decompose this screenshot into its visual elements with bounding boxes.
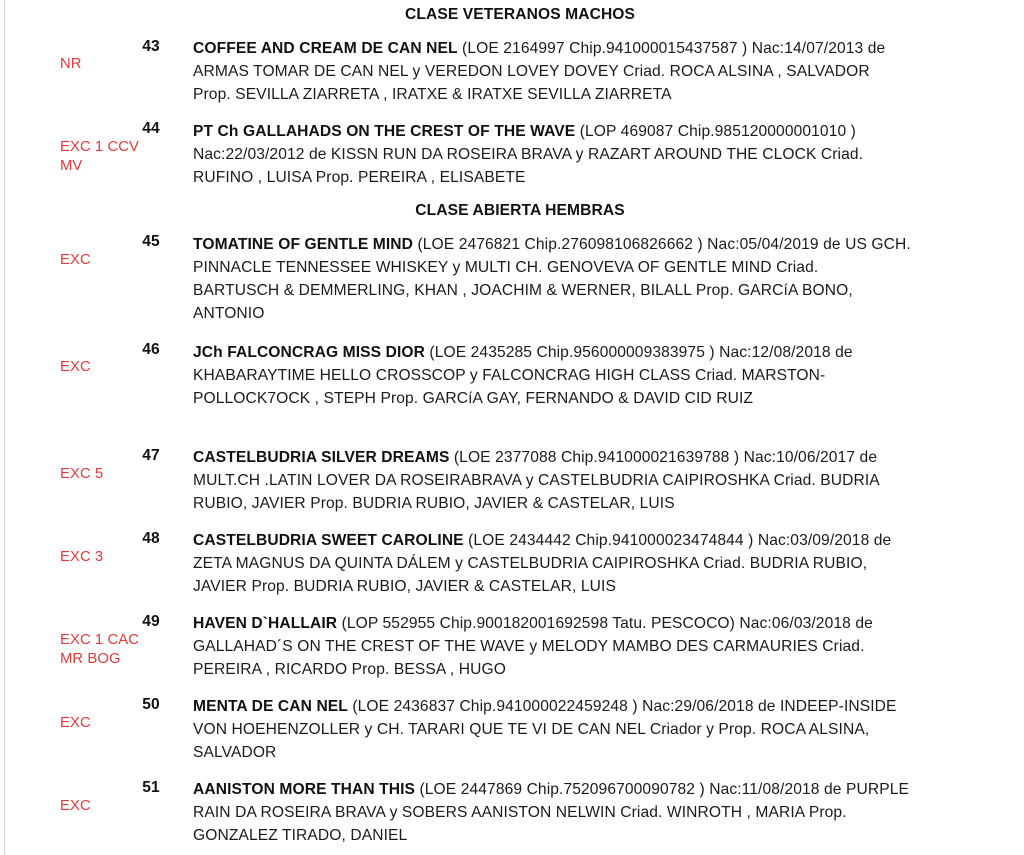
entry-line-1	[193, 341, 993, 364]
entry-51	[193, 778, 993, 847]
rating-line: MR BOG	[60, 651, 121, 667]
entry-line-1	[193, 120, 993, 143]
entry-47	[193, 446, 993, 515]
entry-number-45: 45	[142, 233, 160, 250]
entry-number-48: 48	[142, 530, 160, 547]
registration-info: (LOE 2377088 Chip.941000021639788 ) Nac:10/06/2017 de	[449, 449, 878, 466]
dog-name: TOMATINE OF GENTLE MIND	[193, 236, 414, 253]
entry-46	[193, 341, 993, 410]
entry-line-3: RUBIO, JAVIER Prop. BUDRIA RUBIO, JAVIER & CASTELAR, LUIS	[193, 495, 675, 512]
entry-line-4: ANTONIO	[193, 305, 265, 322]
dog-name: PT Ch GALLAHADS ON THE CREST OF THE WAVE	[193, 123, 576, 140]
entry-49	[193, 612, 993, 681]
rating-47	[60, 465, 170, 484]
entry-line-3: RUFINO , LUISA Prop. PEREIRA , ELISABETE	[193, 169, 526, 186]
dog-name: HAVEN D`HALLAIR	[193, 615, 338, 632]
rating-line: MV	[60, 158, 83, 174]
dog-name: AANISTON MORE THAN THIS	[193, 781, 416, 798]
rating-49	[60, 631, 170, 669]
entry-line-3: Prop. SEVILLA ZIARRETA , IRATXE & IRATXE SEVILLA ZIARRETA	[193, 86, 672, 103]
entry-number-43: 43	[142, 38, 160, 55]
entry-number-47: 47	[142, 447, 160, 464]
rating-46	[60, 358, 170, 377]
dog-name: MENTA DE CAN NEL	[193, 698, 348, 715]
section-title-veteranos-machos: CLASE VETERANOS MACHOS	[404, 6, 636, 23]
entry-number-51: 51	[142, 779, 160, 796]
registration-info: (LOE 2435285 Chip.956000009383975 ) Nac:12/08/2018 de	[424, 344, 853, 361]
entry-48	[193, 529, 993, 598]
registration-info: (LOE 2434442 Chip.941000023474844 ) Nac:03/09/2018 de	[463, 532, 892, 549]
entry-line-2: KHABARAYTIME HELLO CROSSCOP y FALCONCRAG HIGH CLASS Criad. MARSTON-	[193, 367, 826, 384]
entry-line-2: Nac:22/03/2012 de KISSN RUN DA ROSEIRA BRAVA y RAZART AROUND THE CLOCK Criad.	[193, 146, 864, 163]
entry-line-1	[193, 37, 993, 60]
entry-line-2: RAIN DA ROSEIRA BRAVA y SOBERS AANISTON NELWIN Criad. WINROTH , MARIA Prop.	[193, 804, 847, 821]
entry-line-3: POLLOCK7OCK , STEPH Prop. GARCíA GAY, FERNANDO & DAVID CID RUIZ	[193, 390, 754, 407]
entry-line-1	[193, 612, 993, 635]
dog-name: CASTELBUDRIA SWEET CAROLINE	[193, 532, 464, 549]
entry-45	[193, 233, 993, 325]
entry-number-50: 50	[142, 696, 160, 713]
entry-line-3: PEREIRA , RICARDO Prop. BESSA , HUGO	[193, 661, 506, 678]
registration-info: (LOE 2436837 Chip.941000022459248 ) Nac:29/06/2018 de INDEEP-INSIDE	[347, 698, 897, 715]
entry-line-1	[193, 529, 993, 552]
dog-name: JCh FALCONCRAG MISS DIOR	[193, 344, 425, 361]
entry-line-1	[193, 233, 993, 256]
entry-line-2: PINNACLE TENNESSEE WHISKEY y MULTI CH. GENOVEVA OF GENTLE MIND Criad.	[193, 259, 819, 276]
rating-line: EXC 3	[60, 549, 104, 565]
entry-line-3: BARTUSCH & DEMMERLING, KHAN , JOACHIM & WERNER, BILALL Prop. GARCíA BONO,	[193, 282, 853, 299]
entry-line-1	[193, 446, 993, 469]
registration-info: (LOE 2476821 Chip.276098106826662 ) Nac:05/04/2019 de US GCH.	[413, 236, 911, 253]
entry-line-3: GONZALEZ TIRADO, DANIEL	[193, 827, 408, 844]
dog-name: COFFEE AND CREAM DE CAN NEL	[193, 40, 458, 57]
registration-info: (LOE 2447869 Chip.752096700090782 ) Nac:11/08/2018 de PURPLE	[415, 781, 909, 798]
entry-line-2: ZETA MAGNUS DA QUINTA DÁLEM y CASTELBUDRIA CAIPIROSHKA Criad. BUDRIA RUBIO,	[193, 555, 868, 572]
entry-line-2: GALLAHAD´S ON THE CREST OF THE WAVE y MELODY MAMBO DES CARMAURIES Criad.	[193, 638, 865, 655]
entry-50	[193, 695, 993, 764]
entry-44	[193, 120, 993, 189]
rating-line: NR	[60, 56, 82, 72]
entry-line-1	[193, 695, 993, 718]
rating-line: EXC 5	[60, 466, 104, 482]
rating-44	[60, 138, 170, 176]
entry-43	[193, 37, 993, 106]
registration-info: (LOP 469087 Chip.985120000001010 )	[575, 123, 856, 140]
rating-line: EXC	[60, 798, 91, 814]
entry-number-46: 46	[142, 341, 160, 358]
rating-48	[60, 548, 170, 567]
entry-line-2: VON HOEHENZOLLER y CH. TARARI QUE TE VI DE CAN NEL Criador y Prop. ROCA ALSINA,	[193, 721, 870, 738]
entry-line-3: JAVIER Prop. BUDRIA RUBIO, JAVIER & CASTELAR, LUIS	[193, 578, 616, 595]
page-margin-line	[4, 0, 5, 855]
rating-line: EXC 1 CAC	[60, 632, 140, 648]
entry-line-1	[193, 778, 993, 801]
rating-51	[60, 797, 170, 816]
registration-info: (LOP 552955 Chip.900182001692598 Tatu. PESCOCO) Nac:06/03/2018 de	[337, 615, 873, 632]
entry-number-49: 49	[142, 613, 160, 630]
rating-line: EXC	[60, 252, 91, 268]
section-title-abierta-hembras: CLASE ABIERTA HEMBRAS	[415, 202, 625, 219]
rating-line: EXC 1 CCV	[60, 139, 140, 155]
registration-info: (LOE 2164997 Chip.941000015437587 ) Nac:14/07/2013 de	[457, 40, 886, 57]
rating-43	[60, 55, 170, 74]
entry-line-2: ARMAS TOMAR DE CAN NEL y VEREDON LOVEY DOVEY Criad. ROCA ALSINA , SALVADOR	[193, 63, 870, 80]
entry-line-3: SALVADOR	[193, 744, 277, 761]
rating-45	[60, 251, 170, 270]
entry-number-44: 44	[142, 120, 160, 137]
rating-line: EXC	[60, 359, 91, 375]
rating-line: EXC	[60, 715, 91, 731]
rating-50	[60, 714, 170, 733]
entry-line-2: MULT.CH .LATIN LOVER DA ROSEIRABRAVA y CASTELBUDRIA CAIPIROSHKA Criad. BUDRIA	[193, 472, 880, 489]
dog-name: CASTELBUDRIA SILVER DREAMS	[193, 449, 450, 466]
